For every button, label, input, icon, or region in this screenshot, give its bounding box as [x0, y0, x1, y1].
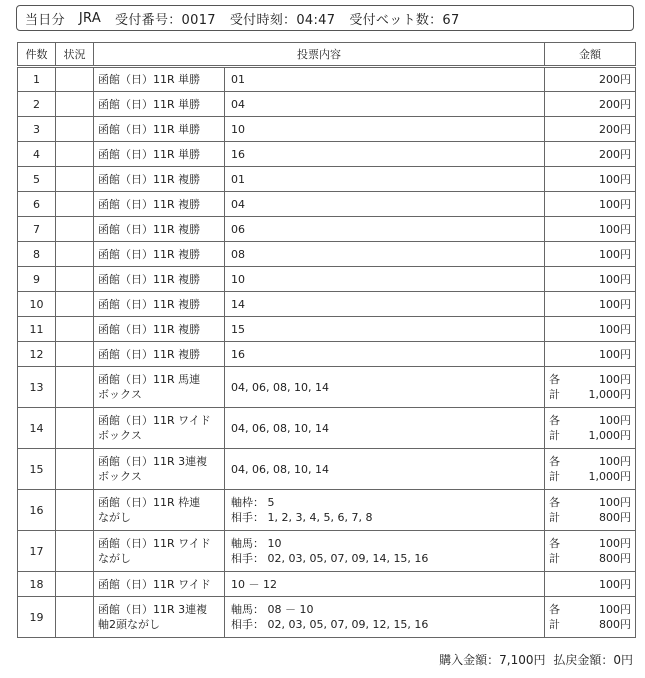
row-amount — [545, 167, 636, 192]
selection-line: 軸枠： 5 — [231, 496, 275, 509]
amount-value: 200円 — [599, 147, 631, 161]
selection-line: 08 — [231, 247, 245, 261]
race-line: 函館（日）11R 枠連 — [98, 496, 201, 509]
amount-line — [549, 495, 631, 510]
row-status — [56, 597, 94, 638]
row-selection — [225, 217, 545, 242]
amount-line — [549, 372, 631, 387]
header-day: 当日分 — [25, 12, 65, 28]
amount-line — [549, 536, 631, 551]
amount-value: 100円 — [599, 347, 631, 361]
amount-value: 100円 — [599, 297, 631, 311]
table-row — [18, 342, 636, 367]
row-race — [94, 317, 225, 342]
row-race — [94, 490, 225, 531]
row-number: 12 — [18, 342, 56, 367]
race-line: 函館（日）11R 複勝 — [98, 322, 201, 336]
row-number: 3 — [18, 117, 56, 142]
amount-line — [549, 387, 631, 402]
amount-line — [549, 428, 631, 443]
amount-kind: 計 — [549, 618, 560, 631]
race-line: ボックス — [98, 429, 142, 442]
amount-value: 100円 — [599, 172, 631, 186]
purchase-total: 購入金額：7,100円 — [439, 653, 546, 667]
amount-value: 1,000円 — [588, 429, 631, 442]
col-amount: 金額 — [545, 43, 636, 67]
selection-line: 相手： 1, 2, 3, 4, 5, 6, 7, 8 — [231, 511, 373, 524]
selection-line: 04, 06, 08, 10, 14 — [231, 462, 329, 476]
selection-line: 16 — [231, 347, 245, 361]
race-line: 函館（日）11R 単勝 — [98, 147, 201, 161]
row-status — [56, 117, 94, 142]
row-selection — [225, 292, 545, 317]
row-race — [94, 167, 225, 192]
table-row — [18, 117, 636, 142]
table-row — [18, 317, 636, 342]
amount-value: 1,000円 — [588, 388, 631, 401]
row-number: 13 — [18, 367, 56, 408]
selection-line: 軸馬： 10 — [231, 537, 282, 550]
row-status — [56, 242, 94, 267]
row-selection — [225, 267, 545, 292]
row-amount — [545, 267, 636, 292]
row-selection — [225, 367, 545, 408]
amount-value: 1,000円 — [588, 470, 631, 483]
amount-value: 100円 — [599, 455, 631, 468]
row-race — [94, 572, 225, 597]
row-amount — [545, 367, 636, 408]
amount-value: 100円 — [599, 603, 631, 616]
row-race — [94, 408, 225, 449]
row-race — [94, 142, 225, 167]
row-selection — [225, 531, 545, 572]
selection-line: 10 — [231, 122, 245, 136]
row-status — [56, 490, 94, 531]
amount-value: 800円 — [599, 552, 631, 565]
row-selection — [225, 408, 545, 449]
race-line: 函館（日）11R ワイド — [98, 537, 211, 550]
selection-line: 04 — [231, 97, 245, 111]
row-race — [94, 292, 225, 317]
table-row — [18, 408, 636, 449]
row-race — [94, 192, 225, 217]
row-amount — [545, 192, 636, 217]
row-status — [56, 572, 94, 597]
amount-line — [549, 469, 631, 484]
bet-rows — [18, 67, 636, 638]
race-line: ながし — [98, 511, 131, 524]
row-race — [94, 242, 225, 267]
row-selection — [225, 449, 545, 490]
amount-line — [549, 617, 631, 632]
row-number: 5 — [18, 167, 56, 192]
amount-value: 100円 — [599, 496, 631, 509]
row-race — [94, 597, 225, 638]
race-line: 函館（日）11R 複勝 — [98, 272, 201, 286]
race-line: 函館（日）11R 3連複 — [98, 603, 208, 616]
selection-line: 06 — [231, 222, 245, 236]
selection-line: 10 — [231, 272, 245, 286]
table-row — [18, 92, 636, 117]
amount-value: 200円 — [599, 73, 631, 86]
row-status — [56, 408, 94, 449]
row-amount — [545, 490, 636, 531]
row-amount — [545, 449, 636, 490]
amount-kind: 計 — [549, 388, 560, 401]
row-status — [56, 142, 94, 167]
row-status — [56, 217, 94, 242]
row-selection — [225, 92, 545, 117]
race-line: 函館（日）11R 馬連 — [98, 373, 201, 386]
race-line: 函館（日）11R 複勝 — [98, 197, 201, 211]
amount-value: 800円 — [599, 511, 631, 524]
race-line: ながし — [98, 552, 131, 565]
row-status — [56, 192, 94, 217]
amount-kind: 各 — [549, 455, 560, 468]
amount-value: 100円 — [599, 577, 631, 591]
table-row — [18, 597, 636, 638]
row-number: 2 — [18, 92, 56, 117]
amount-kind: 各 — [549, 537, 560, 550]
race-line: 函館（日）11R 複勝 — [98, 172, 201, 186]
race-line: 函館（日）11R 複勝 — [98, 347, 201, 361]
row-amount — [545, 217, 636, 242]
row-selection — [225, 142, 545, 167]
table-row — [18, 167, 636, 192]
row-number: 10 — [18, 292, 56, 317]
amount-value: 100円 — [599, 222, 631, 236]
amount-value: 200円 — [599, 122, 631, 136]
row-selection — [225, 67, 545, 92]
row-amount — [545, 408, 636, 449]
row-race — [94, 449, 225, 490]
bet-table — [17, 42, 636, 638]
amount-kind: 各 — [549, 496, 560, 509]
table-row — [18, 449, 636, 490]
row-status — [56, 267, 94, 292]
selection-line: 01 — [231, 73, 245, 86]
row-number: 17 — [18, 531, 56, 572]
row-amount — [545, 597, 636, 638]
row-status — [56, 531, 94, 572]
receipt-header — [16, 5, 634, 31]
table-row — [18, 67, 636, 92]
selection-line: 相手： 02, 03, 05, 07, 09, 14, 15, 16 — [231, 552, 429, 565]
row-selection — [225, 117, 545, 142]
table-row — [18, 531, 636, 572]
amount-value: 100円 — [599, 373, 631, 386]
header-receipt-no: 受付番号：0017 — [115, 12, 216, 28]
row-status — [56, 449, 94, 490]
amount-value: 100円 — [599, 537, 631, 550]
row-selection — [225, 342, 545, 367]
amount-line — [549, 413, 631, 428]
row-selection — [225, 597, 545, 638]
race-line: 函館（日）11R 3連複 — [98, 455, 208, 468]
selection-line: 16 — [231, 147, 245, 161]
row-selection — [225, 317, 545, 342]
amount-kind: 計 — [549, 552, 560, 565]
row-race — [94, 531, 225, 572]
row-race — [94, 92, 225, 117]
totals-footer — [0, 651, 633, 668]
row-amount — [545, 92, 636, 117]
row-race — [94, 367, 225, 408]
race-line: 函館（日）11R ワイド — [98, 577, 211, 591]
row-number: 8 — [18, 242, 56, 267]
col-content: 投票内容 — [94, 43, 545, 67]
table-row — [18, 490, 636, 531]
selection-line: 04, 06, 08, 10, 14 — [231, 380, 329, 394]
amount-kind: 各 — [549, 603, 560, 616]
row-number: 15 — [18, 449, 56, 490]
row-amount — [545, 67, 636, 92]
race-line: 函館（日）11R 複勝 — [98, 247, 201, 261]
amount-line — [549, 602, 631, 617]
row-amount — [545, 142, 636, 167]
table-row — [18, 242, 636, 267]
row-status — [56, 367, 94, 408]
row-selection — [225, 167, 545, 192]
race-line: 軸2頭ながし — [98, 618, 160, 631]
row-selection — [225, 572, 545, 597]
row-status — [56, 342, 94, 367]
row-number: 16 — [18, 490, 56, 531]
selection-line: 相手： 02, 03, 05, 07, 09, 12, 15, 16 — [231, 618, 429, 631]
race-line: 函館（日）11R 複勝 — [98, 222, 201, 236]
row-amount — [545, 242, 636, 267]
header-bet-count: 受付ベット数：67 — [349, 12, 460, 28]
header-org: JRA — [78, 10, 102, 26]
table-row — [18, 292, 636, 317]
row-race — [94, 217, 225, 242]
amount-line — [549, 551, 631, 566]
header-receipt-time: 受付時刻：04:47 — [229, 12, 336, 28]
row-number: 18 — [18, 572, 56, 597]
amount-value: 100円 — [599, 247, 631, 261]
amount-kind: 計 — [549, 429, 560, 442]
amount-value: 800円 — [599, 618, 631, 631]
row-amount — [545, 117, 636, 142]
selection-line: 14 — [231, 297, 245, 311]
row-selection — [225, 242, 545, 267]
table-row — [18, 192, 636, 217]
amount-value: 100円 — [599, 272, 631, 286]
row-number: 7 — [18, 217, 56, 242]
row-selection — [225, 192, 545, 217]
row-amount — [545, 531, 636, 572]
payout-total: 払戻金額：0円 — [553, 653, 633, 667]
row-selection — [225, 490, 545, 531]
row-status — [56, 67, 94, 92]
amount-line — [549, 510, 631, 525]
row-number: 4 — [18, 142, 56, 167]
amount-kind: 計 — [549, 511, 560, 524]
amount-value: 100円 — [599, 197, 631, 211]
table-header-row — [18, 43, 636, 67]
row-number: 1 — [18, 67, 56, 92]
col-count: 件数 — [18, 43, 56, 67]
amount-value: 200円 — [599, 97, 631, 111]
selection-line: 04 — [231, 197, 245, 211]
selection-line: 軸馬： 08 － 10 — [231, 603, 314, 616]
row-status — [56, 167, 94, 192]
row-number: 14 — [18, 408, 56, 449]
row-amount — [545, 572, 636, 597]
table-row — [18, 142, 636, 167]
race-line: ボックス — [98, 388, 142, 401]
selection-line: 10 － 12 — [231, 577, 277, 591]
amount-line — [549, 454, 631, 469]
race-line: 函館（日）11R 単勝 — [98, 97, 201, 111]
amount-value: 100円 — [599, 322, 631, 336]
race-line: ボックス — [98, 470, 142, 483]
row-number: 9 — [18, 267, 56, 292]
row-status — [56, 92, 94, 117]
row-number: 11 — [18, 317, 56, 342]
table-row — [18, 267, 636, 292]
table-row — [18, 217, 636, 242]
race-line: 函館（日）11R 単勝 — [98, 122, 201, 136]
row-number: 6 — [18, 192, 56, 217]
race-line: 函館（日）11R 単勝 — [98, 73, 201, 86]
row-race — [94, 342, 225, 367]
row-race — [94, 267, 225, 292]
selection-line: 01 — [231, 172, 245, 186]
selection-line: 04, 06, 08, 10, 14 — [231, 421, 329, 435]
row-status — [56, 317, 94, 342]
table-row — [18, 367, 636, 408]
row-race — [94, 117, 225, 142]
row-number: 19 — [18, 597, 56, 638]
selection-line: 15 — [231, 322, 245, 336]
race-line: 函館（日）11R ワイド — [98, 414, 211, 427]
row-amount — [545, 292, 636, 317]
col-status: 状況 — [56, 43, 94, 67]
amount-kind: 計 — [549, 470, 560, 483]
amount-kind: 各 — [549, 373, 560, 386]
amount-value: 100円 — [599, 414, 631, 427]
race-line: 函館（日）11R 複勝 — [98, 297, 201, 311]
row-amount — [545, 342, 636, 367]
row-race — [94, 67, 225, 92]
row-status — [56, 292, 94, 317]
amount-kind: 各 — [549, 414, 560, 427]
row-amount — [545, 317, 636, 342]
table-row — [18, 572, 636, 597]
